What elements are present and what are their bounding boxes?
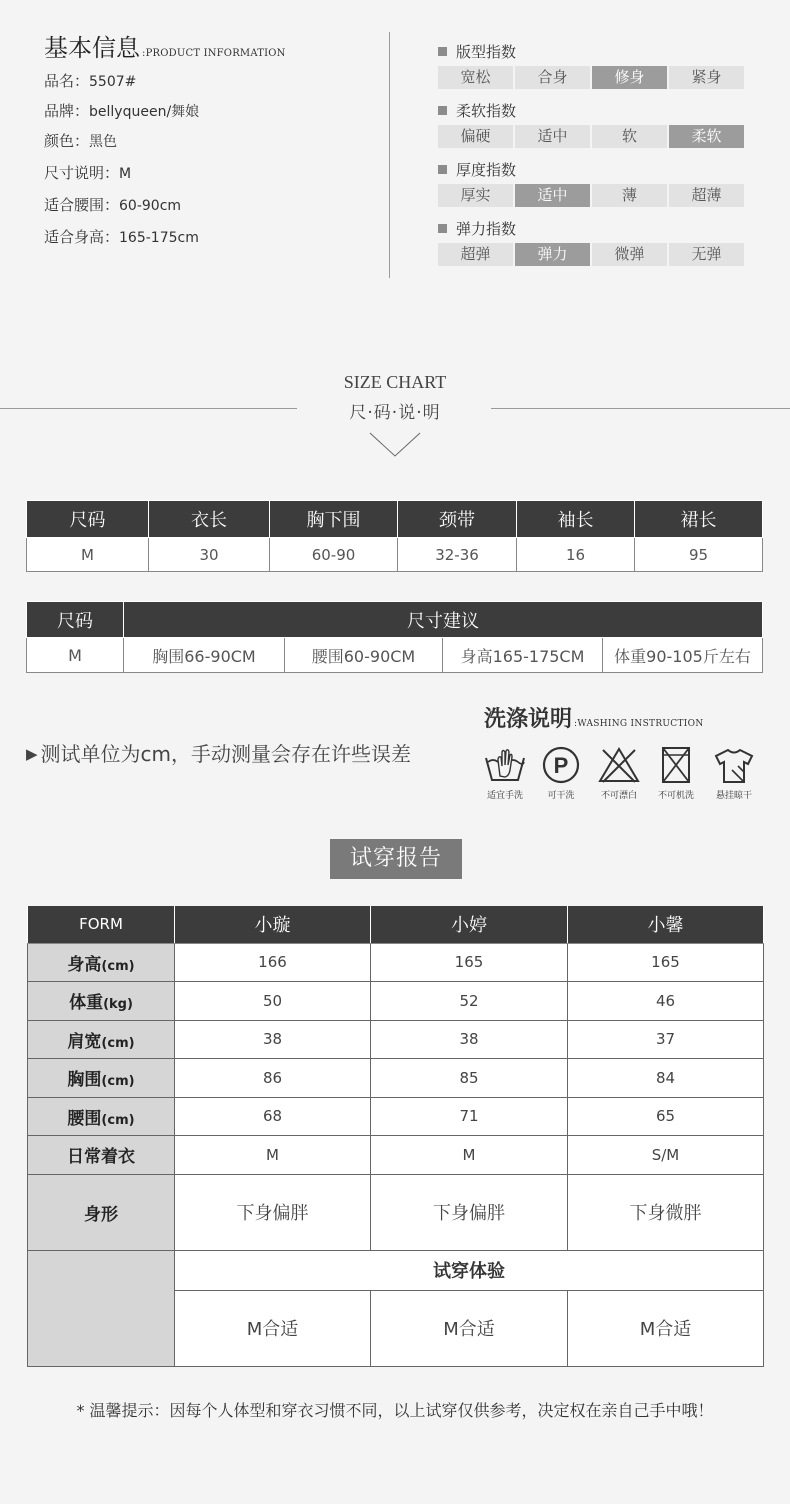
table-cell: 165 (568, 943, 764, 982)
index-row-fit (438, 66, 744, 89)
size-chart-title: SIZE CHART (343, 372, 447, 392)
row-header-label: 身高 (67, 954, 102, 975)
wash-item-no-bleach (589, 746, 649, 801)
index-label-text: 版型指数 (456, 43, 517, 61)
info-label: 品牌： (44, 102, 90, 120)
advice-table-header (27, 602, 763, 638)
index-option: 无弹 (669, 243, 744, 266)
index-option-selected: 柔软 (669, 125, 744, 148)
table-cell: 身高165-175CM (443, 638, 603, 673)
row-header-unit: (cm) (101, 1112, 135, 1128)
table-row (28, 982, 764, 1021)
hang-dry-icon (712, 746, 756, 784)
index-option: 软 (592, 125, 667, 148)
basic-info-title (44, 28, 286, 63)
row-header (28, 1097, 175, 1136)
table-cell: M (27, 538, 149, 572)
size-table-header-cell: 尺码 (27, 501, 149, 538)
square-bullet-icon (438, 106, 447, 115)
info-line-height (44, 226, 199, 247)
index-row-softness (438, 125, 744, 148)
row-header (28, 1059, 175, 1098)
size-table-header-cell: 衣长 (149, 501, 270, 538)
table-cell: M合适 (568, 1290, 764, 1366)
info-label: 品名： (44, 72, 90, 90)
row-header-unit: (cm) (101, 1074, 135, 1090)
header-rule-right (491, 408, 790, 409)
size-table-header-cell: 颈带 (398, 501, 517, 538)
row-header: 身形 (28, 1174, 175, 1250)
index-option-selected: 弹力 (515, 243, 590, 266)
no-bleach-icon (597, 746, 641, 784)
index-option: 宽松 (438, 66, 513, 89)
info-label: 适合身高： (44, 228, 120, 246)
row-header-label: 日常着衣 (67, 1147, 135, 1168)
table-cell: M合适 (175, 1290, 371, 1366)
table-cell: 68 (175, 1097, 371, 1136)
wash-item-hand (475, 746, 535, 801)
wash-item-label: 可干洗 (547, 791, 575, 801)
advice-header: 尺寸建议 (124, 602, 763, 638)
try-on-report-title: 试穿报告 (330, 839, 462, 879)
index-label-thickness (438, 159, 516, 180)
index-row-elasticity (438, 243, 744, 266)
size-table-header (27, 501, 763, 538)
table-cell: M (27, 638, 124, 673)
washing-title-text: 洗涤说明 (484, 706, 573, 732)
square-bullet-icon (438, 224, 447, 233)
person-header: 小璇 (175, 906, 371, 943)
try-on-report-table (27, 906, 764, 1367)
table-cell: 32-36 (398, 538, 517, 572)
index-option: 厚实 (438, 184, 513, 207)
form-header: FORM (28, 906, 175, 943)
table-cell: 胸围66-90CM (124, 638, 285, 673)
triangle-bullet-icon: ▶ (26, 745, 38, 763)
table-cell: M (371, 1136, 568, 1175)
report-header-row (28, 906, 764, 943)
index-option: 适中 (515, 125, 590, 148)
table-cell: 38 (175, 1020, 371, 1059)
table-cell: 下身偏胖 (371, 1174, 568, 1250)
table-cell: 85 (371, 1059, 568, 1098)
washing-title (484, 702, 704, 733)
table-row (28, 1059, 764, 1098)
table-cell: 84 (568, 1059, 764, 1098)
wash-item-no-machine (646, 746, 706, 801)
info-line-name (44, 70, 136, 91)
chevron-down-icon (369, 432, 421, 458)
wash-item-label: 不可漂白 (600, 791, 637, 801)
table-cell: 166 (175, 943, 371, 982)
vertical-divider (389, 32, 390, 278)
info-value: 60-90cm (119, 198, 182, 214)
table-cell: 52 (371, 982, 568, 1021)
table-cell: 165 (371, 943, 568, 982)
wash-item-hang-dry (704, 746, 764, 801)
person-header: 小婷 (371, 906, 568, 943)
table-row (28, 943, 764, 982)
table-row (27, 638, 763, 673)
size-table-header-cell: 裙长 (635, 501, 763, 538)
info-label: 适合腰围： (44, 196, 120, 214)
advice-size-header: 尺码 (27, 602, 124, 638)
index-option: 合身 (515, 66, 590, 89)
info-value: 165-175cm (119, 230, 199, 246)
info-value: 黑色 (89, 134, 118, 150)
info-line-color (44, 130, 117, 151)
table-cell: 下身偏胖 (175, 1174, 371, 1250)
row-header (28, 1020, 175, 1059)
row-header-unit: (kg) (103, 997, 133, 1013)
index-label-text: 柔软指数 (456, 102, 517, 120)
row-header-label: 腰围 (67, 1108, 102, 1129)
index-label-elasticity (438, 218, 516, 239)
index-label-softness (438, 100, 516, 121)
square-bullet-icon (438, 47, 447, 56)
row-header (28, 1136, 175, 1175)
experience-header: 试穿体验 (175, 1250, 764, 1290)
table-cell: 体重90-105斤左右 (603, 638, 763, 673)
measurement-note (26, 738, 411, 767)
info-label: 尺寸说明： (44, 164, 120, 182)
index-option-selected: 修身 (592, 66, 667, 89)
svg-text:P: P (553, 753, 569, 778)
index-row-thickness (438, 184, 744, 207)
table-row (28, 1097, 764, 1136)
table-cell: 86 (175, 1059, 371, 1098)
table-cell: 65 (568, 1097, 764, 1136)
index-label-text: 厚度指数 (456, 161, 517, 179)
row-header-unit: (cm) (101, 1035, 135, 1051)
person-header: 小馨 (568, 906, 764, 943)
basic-info-title-text: 基本信息 (44, 34, 140, 62)
index-option: 超薄 (669, 184, 744, 207)
measurement-note-text: 测试单位为cm，手动测量会存在许些误差 (40, 742, 412, 766)
index-option: 偏硬 (438, 125, 513, 148)
table-row (28, 1020, 764, 1059)
basic-info-subtitle: :PRODUCT INFORMATION (142, 48, 286, 59)
warm-tip: * 温馨提示：因每个人体型和穿衣习惯不同，以上试穿仅供参考，决定权在亲自己手中哦！ (76, 1401, 714, 1420)
size-advice-table (26, 601, 763, 673)
table-row (28, 1250, 764, 1290)
table-cell: 腰围60-90CM (285, 638, 443, 673)
table-cell: 95 (635, 538, 763, 572)
table-row (28, 1136, 764, 1175)
info-line-brand (44, 100, 199, 121)
size-chart-subtitle: 尺·码·说·明 (349, 403, 441, 423)
index-option: 紧身 (669, 66, 744, 89)
info-label: 颜色： (44, 132, 90, 150)
size-table-header-cell: 袖长 (517, 501, 635, 538)
table-row (27, 538, 763, 572)
index-label-text: 弹力指数 (456, 220, 517, 238)
row-header (28, 943, 175, 982)
size-table (26, 500, 763, 572)
table-cell: 60-90 (270, 538, 398, 572)
row-header-unit: (cm) (101, 958, 135, 974)
table-cell: 46 (568, 982, 764, 1021)
dry-clean-icon (539, 746, 583, 784)
hand-wash-icon (483, 746, 527, 784)
index-label-fit (438, 41, 516, 62)
washing-subtitle: :WASHING INSTRUCTION (574, 719, 704, 729)
row-header-label: 胸围 (67, 1070, 102, 1091)
table-cell: 38 (371, 1020, 568, 1059)
wash-item-label: 悬挂晾干 (715, 791, 752, 801)
info-value: 5507# (89, 74, 137, 90)
table-cell: 30 (149, 538, 270, 572)
info-line-waist (44, 194, 181, 215)
table-cell: 16 (517, 538, 635, 572)
index-option: 超弹 (438, 243, 513, 266)
wash-item-dry-clean (531, 746, 591, 801)
table-cell: S/M (568, 1136, 764, 1175)
square-bullet-icon (438, 165, 447, 174)
wash-item-label: 适宜手洗 (486, 791, 523, 801)
table-cell: M合适 (371, 1290, 568, 1366)
index-option: 微弹 (592, 243, 667, 266)
wash-item-label: 不可机洗 (657, 791, 694, 801)
info-value: M (119, 166, 132, 182)
row-header-empty (28, 1250, 175, 1366)
table-cell: 37 (568, 1020, 764, 1059)
index-option: 薄 (592, 184, 667, 207)
info-line-size (44, 162, 131, 183)
size-table-header-cell: 胸下围 (270, 501, 398, 538)
table-cell: 下身微胖 (568, 1174, 764, 1250)
index-option-selected: 适中 (515, 184, 590, 207)
no-machine-wash-icon (654, 746, 698, 784)
table-cell: 50 (175, 982, 371, 1021)
table-row (28, 1174, 764, 1250)
row-header (28, 982, 175, 1021)
row-header-label: 肩宽 (67, 1031, 102, 1052)
info-value: bellyqueen/舞娘 (89, 104, 200, 120)
table-cell: M (175, 1136, 371, 1175)
row-header-label: 体重 (69, 993, 104, 1014)
table-cell: 71 (371, 1097, 568, 1136)
